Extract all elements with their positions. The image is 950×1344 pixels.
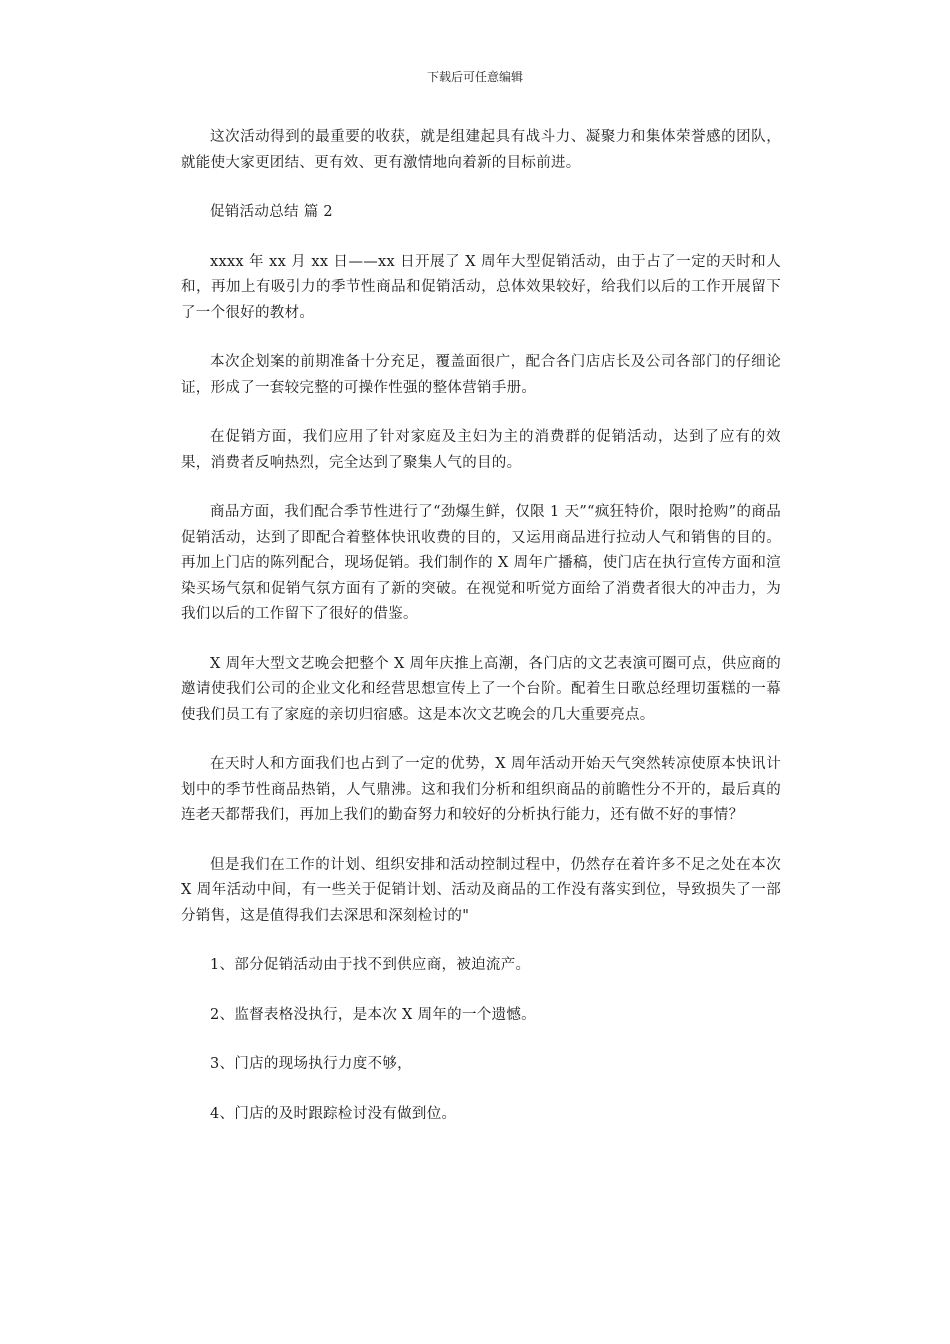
list-item: 3、门店的现场执行力度不够， xyxy=(210,1056,412,1072)
paragraph: 商品方面，我们配合季节性进行了“劲爆生鲜，仅限 1 天”“疯狂特价，限时抢购”的商品促销活动，达到了即配合着整体快讯收费的目的，又运用商品进行拉动人气和销售的目的。再加上门店的陈列配合，现场促销。我们制作的 X 周年广播稿，使门店在执行宣传方面和渲染买场气氛和促销气氛方面有了新的突破。在视觉和听觉方面给了消费者很大的冲击力，为我们以后的工作留下了很好的借鉴。 xyxy=(181,504,781,622)
list-item: 1、部分促销活动由于找不到供应商，被迫流产。 xyxy=(210,957,531,973)
paragraph: 这次活动得到的最重要的收获，就是组建起具有战斗力、凝聚力和集体荣誉感的团队，就能使大家更团结、更有效、更有激情地向着新的目标前进。 xyxy=(181,129,781,171)
list-item: 4、门店的及时跟踪检讨没有做到位。 xyxy=(210,1105,457,1122)
document-body xyxy=(181,125,781,1151)
paragraph: 在促销方面，我们应用了针对家庭及主妇为主的消费群的促销活动，达到了应有的效果，消费者反响热烈，完全达到了聚集人气的目的。 xyxy=(181,429,781,471)
paragraph: 在天时人和方面我们也占到了一定的优势，X 周年活动开始天气突然转凉使原本快讯计划中的季节性商品热销，人气鼎沸。这和我们分析和组织商品的前瞻性分不开的，最后真的连老天都帮我们，再加上我们的勤奋努力和较好的分析执行能力，还有做不好的事情？ xyxy=(181,756,781,823)
paragraph: 本次企划案的前期准备十分充足，覆盖面很广，配合各门店店长及公司各部门的仔细论证，形成了一套较完整的可操作性强的整体营销手册。 xyxy=(181,354,781,396)
paragraph: X 周年大型文艺晚会把整个 X 周年庆推上高潮，各门店的文艺表演可圈可点，供应商的邀请使我们公司的企业文化和经营思想宣传上了一个台阶。配着生日歌总经理切蛋糕的一幕使我们员工有了家庭的亲切归宿感。这是本次文艺晚会的几大重要亮点。 xyxy=(181,655,781,723)
section-heading: 促销活动总结 篇 2 xyxy=(210,204,333,220)
page-header: 下载后可任意编辑 xyxy=(426,70,523,84)
list-item: 2、监督表格没执行，是本次 X 周年的一个遗憾。 xyxy=(210,1006,536,1023)
paragraph: 但是我们在工作的计划、组织安排和活动控制过程中，仍然存在着许多不足之处在本次 X 周年活动中间，有一些关于促销计划、活动及商品的工作没有落实到位，导致损失了一部分销售，这是值得我们去深思和深刻检讨的" xyxy=(181,856,781,924)
paragraph: xxxx 年 xx 月 xx 日——xx 日开展了 X 周年大型促销活动，由于占了一定的天时和人和，再加上有吸引力的季节性商品和促销活动，总体效果较好，给我们以后的工作开展留下了一个很好的教材。 xyxy=(181,253,781,321)
